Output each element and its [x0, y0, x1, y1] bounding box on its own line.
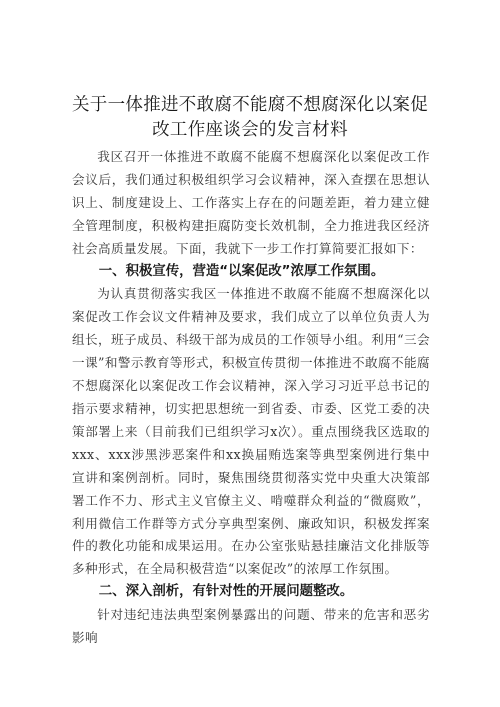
- section-1-paragraph: 为认真贯彻落实我区一体推进不敢腐不能腐不想腐深化以案促改工作会议文件精神及要求，我们成立了以单位负责人为组长，班子成员、科级干部为成员的工作领导小组。利用“三会一课”和警示教育等形式，积极宣传贯彻一体推进不敢腐不能腐不想腐深化以案促改工作会议精神，深入学习习近平总书记的指示要求精神，切实把思想统一到省委、市委、区党工委的决策部署上来（目前我们已组织学习x次）。重点围绕我区选取的xxx、xxx涉黑涉恶案件和xx换届贿选案等典型案例进行集中宣讲和案例剖析。同时，聚焦围绕贯彻落实党中央重大决策部署工作不力、形式主义官僚主义、啃噬群众利益的“微腐败”，利用微信工作群等方式分享典型案例、廉政知识，积极发挥案件的教化功能和成果运用。在办公室张贴悬挂廉洁文化排版等多种形式，在全局积极营造“以案促改”的浓厚工作氛围。: [72, 286, 430, 577]
- document-title-line-2: 改工作座谈会的发言材料: [152, 120, 348, 140]
- section-2-paragraph: 针对违纪违法典型案例暴露出的问题、带来的危害和恶劣影响: [72, 607, 430, 646]
- intro-paragraph: 我区召开一体推进不敢腐不能腐不想腐深化以案促改工作会议后，我们通过积极组织学习会议精神，深入查摆在思想认识上、制度建设上、工作落实上存在的问题差距，着力建立健全管理制度，积极构建拒腐防变长效机制，全力推进我区经济社会高质量发展。下面，我就下一步工作打算简要汇报如下：: [72, 149, 430, 256]
- section-2-heading: 二、深入剖析，有针对性的开展问题整改。: [98, 584, 354, 600]
- section-1-heading: 一、积极宣传，营造“以案促改”浓厚工作氛围。: [98, 263, 385, 279]
- document-body: [72, 146, 430, 650]
- document-title-line-1: 关于一体推进不敢腐不能腐不想腐深化以案促: [72, 95, 428, 115]
